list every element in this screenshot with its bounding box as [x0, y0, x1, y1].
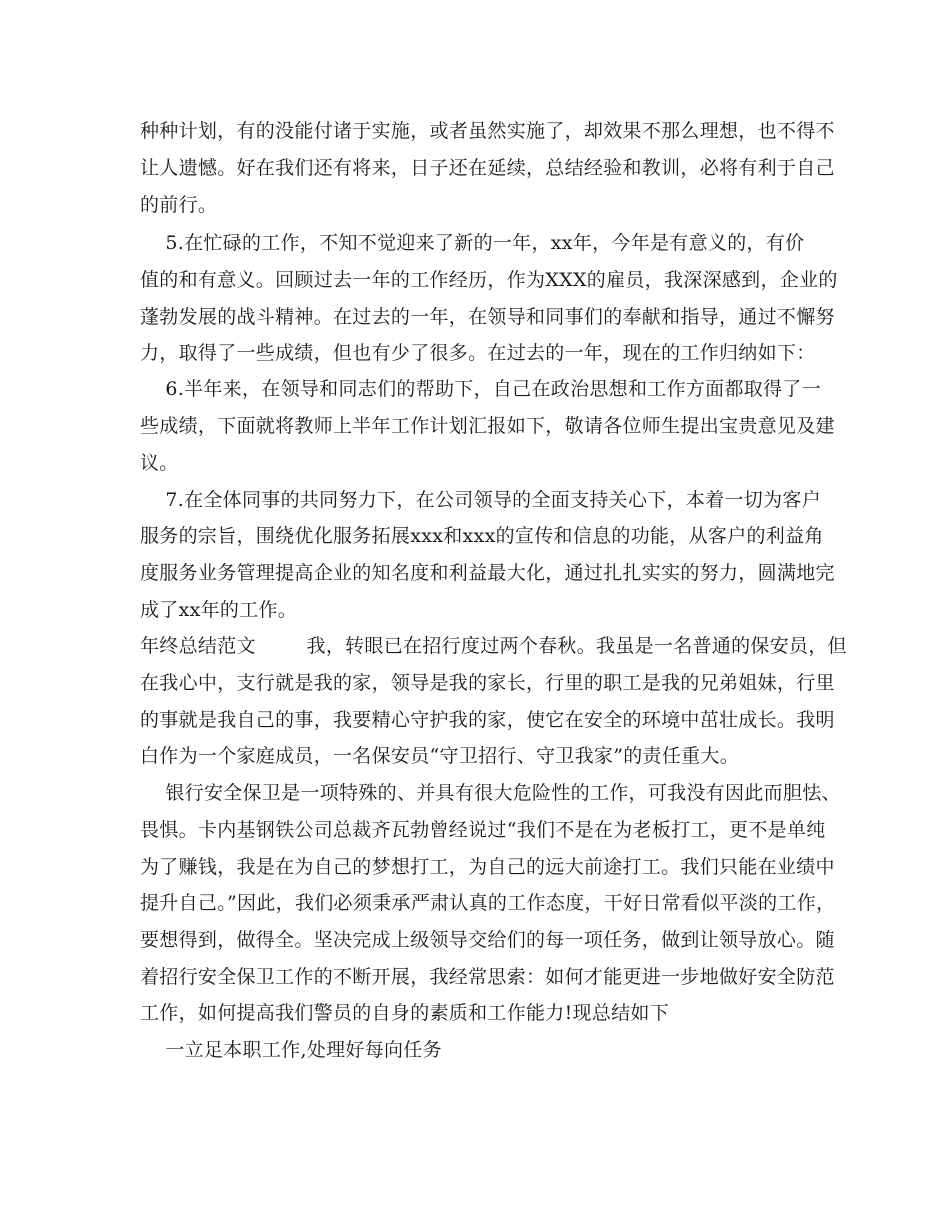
text-line: 让人遗憾。好在我们还有将来，日子还在延续，总结经验和教训，必将有利于自己: [140, 157, 835, 179]
text-line: 一立足本职工作,处理好每向任务: [140, 1039, 442, 1061]
text-line: 度服务业务管理提高企业的知名度和利益最大化，通过扎扎实实的努力，圆满地完: [140, 562, 835, 584]
text-line: 提升自己。”因此，我们必须秉承严肃认真的工作态度，干好日常看似平淡的工作，: [140, 892, 836, 914]
text-line: 种种计划，有的没能付诸于实施，或者虽然实施了，却效果不那么理想，也不得不: [140, 120, 835, 142]
text-line: 蓬勃发展的战斗精神。在过去的一年，在领导和同事们的奉献和指导，通过不懈努: [140, 306, 835, 328]
text-line: 工作，如何提高我们警员的自身的素质和工作能力!现总结如下: [140, 1002, 670, 1024]
text-line: 些成绩，下面就将教师上半年工作计划汇报如下，敬请各位师生提出宝贵意见及建: [140, 415, 835, 437]
text-line: 7.在全体同事的共同努力下，在公司领导的全面支持关心下，本着一切为客户: [140, 489, 821, 511]
text-line: 议。: [140, 452, 179, 474]
text-line: 的前行。: [140, 194, 218, 216]
text-line: 成了xx年的工作。: [140, 599, 298, 621]
text-line: 的事就是我自己的事，我要精心守护我的家，使它在安全的环境中茁壮成长。我明: [140, 709, 835, 731]
text-line: 力，取得了一些成绩，但也有少了很多。在过去的一年，现在的工作归纳如下：: [140, 342, 816, 364]
text-line: 6.半年来，在领导和同志们的帮助下，自己在政治思想和工作方面都取得了一: [140, 378, 821, 400]
text-line: 值的和有意义。回顾过去一年的工作经历，作为XXX的雇员，我深深感到，企业的: [140, 269, 838, 291]
text-line: 银行安全保卫是一项特殊的、并具有很大危险性的工作，可我没有因此而胆怯、: [140, 782, 841, 804]
text-line: 服务的宗旨，围绕优化服务拓展xxx和xxx的宣传和信息的功能，从客户的利益角: [140, 525, 824, 547]
text-line: 要想得到，做得全。坚决完成上级领导交给们的每一项任务，做到让领导放心。随: [140, 929, 835, 951]
text-line: 5.在忙碌的工作，不知不觉迎来了新的一年，xx年，今年是有意义的，有价: [140, 232, 805, 254]
text-line: 在我心中，支行就是我的家，领导是我的家长，行里的职工是我的兄弟姐妹，行里: [140, 672, 835, 694]
text-line: 白作为一个家庭成员，一名保安员“守卫招行、守卫我家”的责任重大。: [140, 745, 740, 767]
text-line: 年终总结范文 我，转眼已在招行度过两个春秋。我虽是一名普通的保安员，但: [140, 635, 847, 657]
text-line: 为了赚钱，我是在为自己的梦想打工，为自己的远大前途打工。我们只能在业绩中: [140, 856, 835, 878]
text-line: 畏惧。卡内基钢铁公司总裁齐瓦勃曾经说过“我们不是在为老板打工，更不是单纯: [140, 819, 826, 841]
text-line: 着招行安全保卫工作的不断开展，我经常思索：如何才能更进一步地做好安全防范: [140, 966, 835, 988]
